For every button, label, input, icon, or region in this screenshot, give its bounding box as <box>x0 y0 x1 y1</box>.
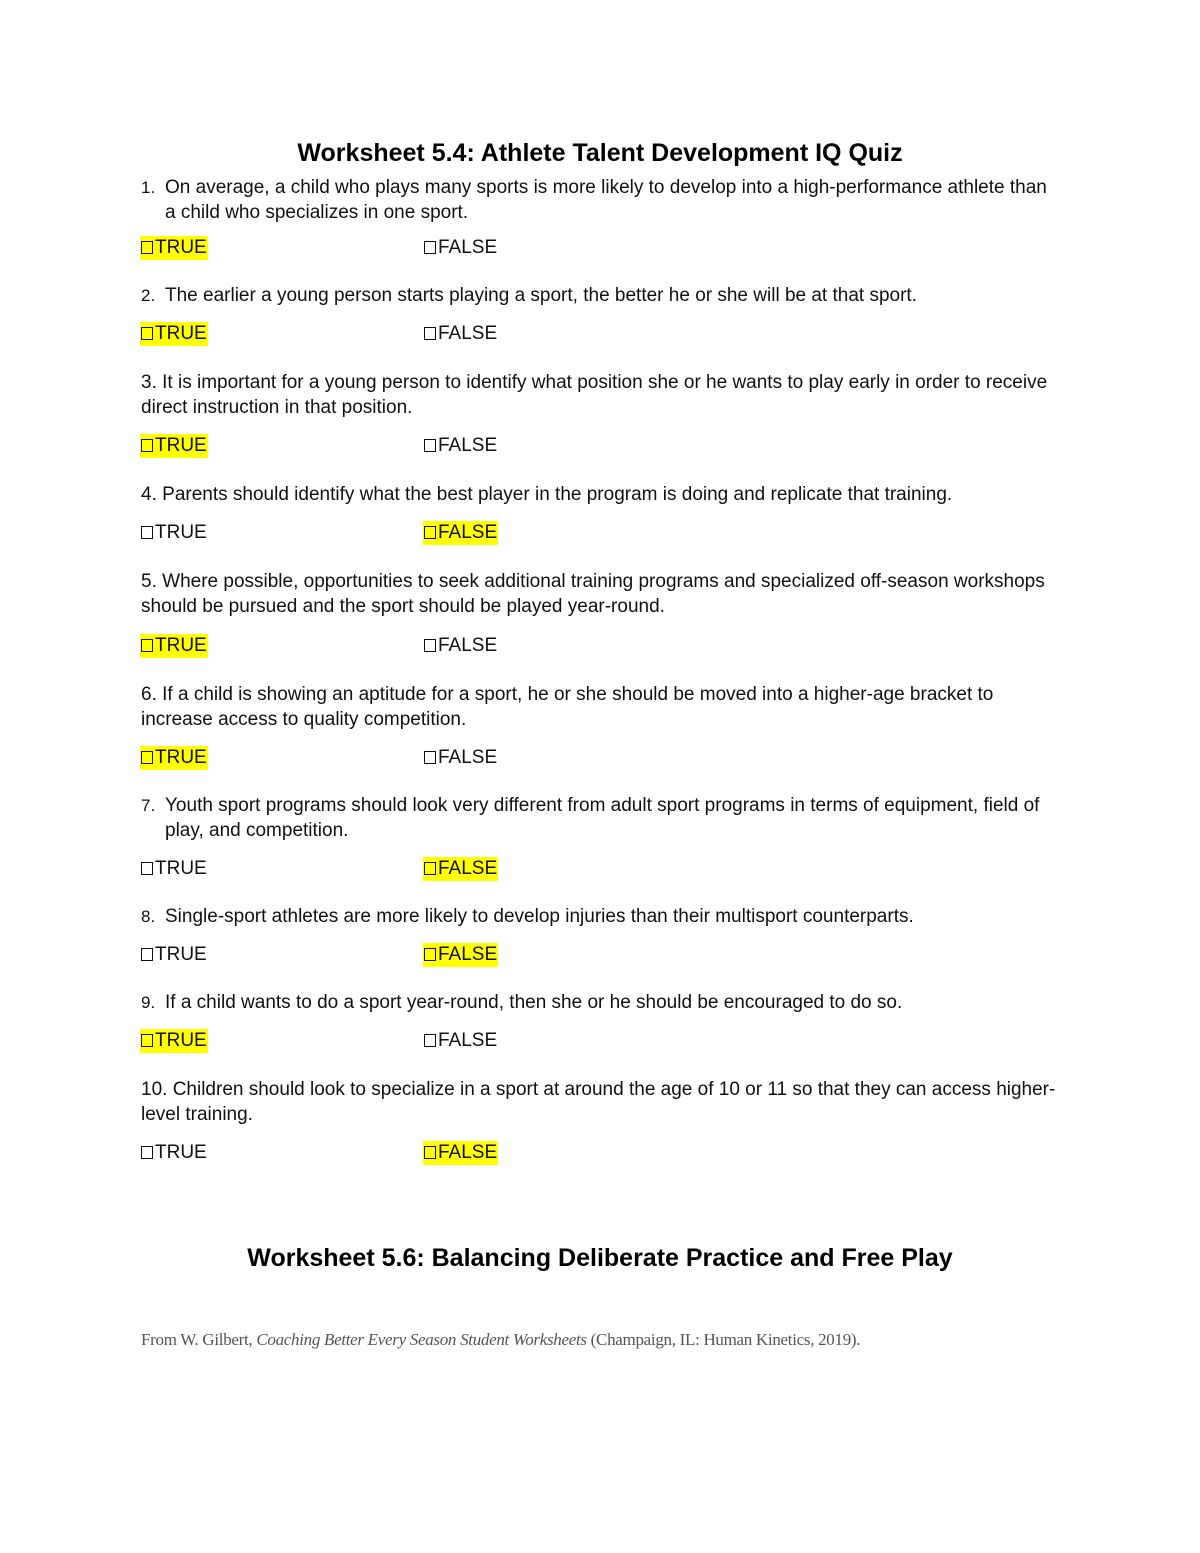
question-text: Where possible, opportunities to seek additional training programs and specialized off-season workshops should be pursued and the sport should be played year-round. <box>141 571 1045 617</box>
worksheet-5-6-title: Worksheet 5.6: Balancing Deliberate Practice and Free Play <box>247 1244 953 1272</box>
true-label: TRUE <box>155 237 207 258</box>
checkbox-icon[interactable] <box>141 862 153 875</box>
true-label: TRUE <box>155 323 207 344</box>
question-number: 4. <box>141 484 157 505</box>
question-text: The earlier a young person starts playing a sport, the better he or she will be at that sport. <box>165 285 917 306</box>
citation-book-title: Coaching Better Every Season Student Worksheets <box>256 1330 587 1349</box>
true-label: TRUE <box>155 1030 207 1051</box>
false-label: FALSE <box>438 522 498 543</box>
question-9 <box>141 991 1061 1016</box>
q9-true-option[interactable] <box>140 1029 208 1053</box>
checkbox-icon[interactable] <box>141 751 153 764</box>
q1-false-option[interactable] <box>423 236 498 260</box>
question-text: It is important for a young person to identify what position she or he wants to play early in order to receive direct instruction in that position. <box>141 372 1048 418</box>
q8-true-option[interactable] <box>140 943 208 967</box>
question-number: 2. <box>141 286 156 305</box>
question-text: Single-sport athletes are more likely to develop injuries than their multisport counterparts. <box>165 906 914 927</box>
citation-suffix: (Champaign, IL: Human Kinetics, 2019). <box>586 1330 861 1349</box>
q2-true-option[interactable] <box>140 322 208 346</box>
q8-false-option[interactable] <box>423 943 498 967</box>
q5-true-option[interactable] <box>140 634 208 658</box>
checkbox-icon[interactable] <box>424 1146 436 1159</box>
false-label: FALSE <box>438 747 498 768</box>
false-label: FALSE <box>438 1030 498 1051</box>
checkbox-icon[interactable] <box>141 639 153 652</box>
true-label: TRUE <box>155 435 207 456</box>
q3-true-option[interactable] <box>140 434 208 458</box>
q9-false-option[interactable] <box>423 1029 498 1053</box>
q7-false-option[interactable] <box>423 857 498 881</box>
question-number: 5. <box>141 571 157 592</box>
true-label: TRUE <box>155 858 207 879</box>
q1-true-option[interactable] <box>140 236 208 260</box>
question-number: 7. <box>141 796 156 815</box>
q4-false-option[interactable] <box>423 521 498 545</box>
checkbox-icon[interactable] <box>141 439 153 452</box>
question-8 <box>141 905 1061 930</box>
checkbox-icon[interactable] <box>141 241 153 254</box>
checkbox-icon[interactable] <box>141 1034 153 1047</box>
question-5 <box>141 570 1061 619</box>
source-citation <box>141 1330 860 1350</box>
checkbox-icon[interactable] <box>424 948 436 961</box>
question-number: 3. <box>141 372 157 393</box>
false-label: FALSE <box>438 323 498 344</box>
question-number: 8. <box>141 907 156 926</box>
q6-false-option[interactable] <box>423 746 498 770</box>
false-label: FALSE <box>438 435 498 456</box>
question-number: 6. <box>141 684 157 705</box>
question-1 <box>141 176 1061 225</box>
true-label: TRUE <box>155 1142 207 1163</box>
q6-true-option[interactable] <box>140 746 208 770</box>
checkbox-icon[interactable] <box>141 1146 153 1159</box>
q10-false-option[interactable] <box>423 1141 498 1165</box>
q4-true-option[interactable] <box>140 521 208 545</box>
checkbox-icon[interactable] <box>424 241 436 254</box>
true-label: TRUE <box>155 747 207 768</box>
question-text: Children should look to specialize in a sport at around the age of 10 or 11 so that they can access higher-level training. <box>141 1079 1056 1125</box>
checkbox-icon[interactable] <box>141 948 153 961</box>
question-text: On average, a child who plays many sports is more likely to develop into a high-performance athlete than a child who specializes in one sport. <box>165 177 1047 223</box>
q7-true-option[interactable] <box>140 857 208 881</box>
checkbox-icon[interactable] <box>424 526 436 539</box>
checkbox-icon[interactable] <box>141 327 153 340</box>
question-4 <box>141 483 1061 508</box>
true-label: TRUE <box>155 944 207 965</box>
question-10 <box>141 1078 1061 1127</box>
question-number: 10. <box>141 1079 168 1100</box>
question-6 <box>141 683 1061 732</box>
q2-false-option[interactable] <box>423 322 498 346</box>
citation-prefix: From W. Gilbert, <box>141 1330 257 1349</box>
worksheet-5-4-title: Worksheet 5.4: Athlete Talent Development IQ Quiz <box>297 139 903 167</box>
checkbox-icon[interactable] <box>424 639 436 652</box>
checkbox-icon[interactable] <box>424 1034 436 1047</box>
false-label: FALSE <box>438 858 498 879</box>
checkbox-icon[interactable] <box>141 526 153 539</box>
checkbox-icon[interactable] <box>424 327 436 340</box>
question-text: Parents should identify what the best player in the program is doing and replicate that training. <box>162 484 953 505</box>
question-number: 9. <box>141 993 156 1012</box>
false-label: FALSE <box>438 635 498 656</box>
false-label: FALSE <box>438 237 498 258</box>
question-text: If a child is showing an aptitude for a sport, he or she should be moved into a higher-age bracket to increase access to quality competition. <box>141 684 994 730</box>
false-label: FALSE <box>438 1142 498 1163</box>
q3-false-option[interactable] <box>423 434 498 458</box>
checkbox-icon[interactable] <box>424 439 436 452</box>
question-text: If a child wants to do a sport year-round, then she or he should be encouraged to do so. <box>165 992 903 1013</box>
checkbox-icon[interactable] <box>424 751 436 764</box>
checkbox-icon[interactable] <box>424 862 436 875</box>
q10-true-option[interactable] <box>140 1141 208 1165</box>
question-number: 1. <box>141 178 156 197</box>
question-2 <box>141 284 1061 309</box>
question-3 <box>141 371 1061 420</box>
true-label: TRUE <box>155 635 207 656</box>
false-label: FALSE <box>438 944 498 965</box>
true-label: TRUE <box>155 522 207 543</box>
q5-false-option[interactable] <box>423 634 498 658</box>
question-text: Youth sport programs should look very different from adult sport programs in terms of equipment, field of play, and competition. <box>165 795 1040 841</box>
question-7 <box>141 794 1061 843</box>
